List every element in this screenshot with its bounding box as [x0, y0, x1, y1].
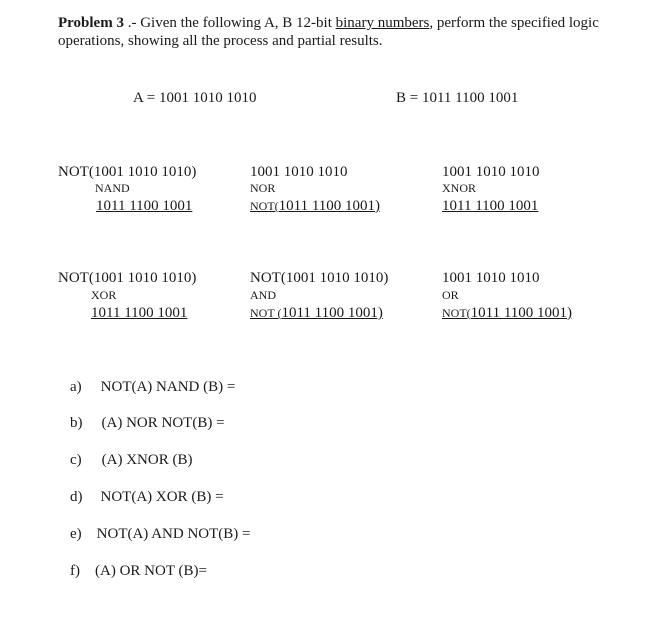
op3-top: 1001 1010 1010: [442, 164, 540, 180]
op6-bottom: [442, 304, 572, 322]
definition-b: B = 1011 1100 1001: [396, 90, 519, 106]
op5-bottom-prefix: NOT (: [250, 306, 282, 320]
op3-bottom-value: 1011 1100 1001: [442, 198, 539, 214]
op3-bottom: [442, 197, 538, 215]
question-c-text: (A) XNOR (B): [101, 452, 193, 468]
question-b: [70, 414, 225, 432]
problem-label: Problem 3: [58, 15, 124, 31]
question-f-text: (A) OR NOT (B)=: [95, 563, 207, 579]
op1-operator: NAND: [95, 181, 130, 195]
op1-top: NOT(1001 1010 1010): [58, 164, 197, 180]
op4-operator: XOR: [91, 288, 117, 302]
op6-bottom-prefix: NOT(: [442, 306, 471, 320]
question-e-text: NOT(A) AND NOT(B) =: [96, 526, 251, 542]
question-c: [70, 451, 192, 469]
question-a-letter: a): [70, 379, 82, 395]
question-c-letter: c): [70, 452, 82, 468]
problem-statement: [58, 14, 628, 50]
question-e-letter: e): [70, 526, 82, 542]
op2-bottom-value: 1011 1100 1001): [278, 198, 381, 214]
op5-operator: AND: [250, 288, 276, 302]
op5-bottom: [250, 304, 383, 322]
question-b-text: (A) NOR NOT(B) =: [101, 415, 225, 431]
question-d-text: NOT(A) XOR (B) =: [100, 489, 224, 505]
op2-bottom-prefix: NOT(: [250, 199, 279, 213]
op2-bottom: [250, 197, 380, 215]
problem-text-1: .- Given the following A, B 12-bit: [123, 15, 336, 31]
question-f-letter: f): [70, 563, 80, 579]
op1-bottom-value: 1011 1100 1001: [96, 198, 193, 214]
question-a: [70, 378, 235, 396]
op5-top: NOT(1001 1010 1010): [250, 270, 389, 286]
op6-operator: OR: [442, 288, 459, 302]
definition-a: A = 1001 1010 1010: [133, 90, 257, 106]
question-e: [70, 525, 251, 543]
question-f: [70, 562, 207, 580]
op4-top: NOT(1001 1010 1010): [58, 270, 197, 286]
op2-top: 1001 1010 1010: [250, 164, 348, 180]
question-b-letter: b): [70, 415, 83, 431]
binary-numbers-link[interactable]: binary numbers: [335, 15, 430, 31]
op2-operator: NOR: [250, 181, 276, 195]
op4-bottom: [91, 304, 187, 322]
op6-top: 1001 1010 1010: [442, 270, 540, 286]
problem-text-2: , perform the specified logic operations, showing all the process and partial results.: [58, 15, 599, 49]
question-a-text: NOT(A) NAND (B) =: [100, 379, 236, 395]
question-d: [70, 488, 224, 506]
question-d-letter: d): [70, 489, 83, 505]
op4-bottom-value: 1011 1100 1001: [91, 305, 188, 321]
op6-bottom-value: 1011 1100 1001): [470, 305, 573, 321]
op3-operator: XNOR: [442, 181, 477, 195]
op5-bottom-value: 1011 1100 1001): [281, 305, 383, 321]
op1-bottom: [96, 197, 192, 215]
